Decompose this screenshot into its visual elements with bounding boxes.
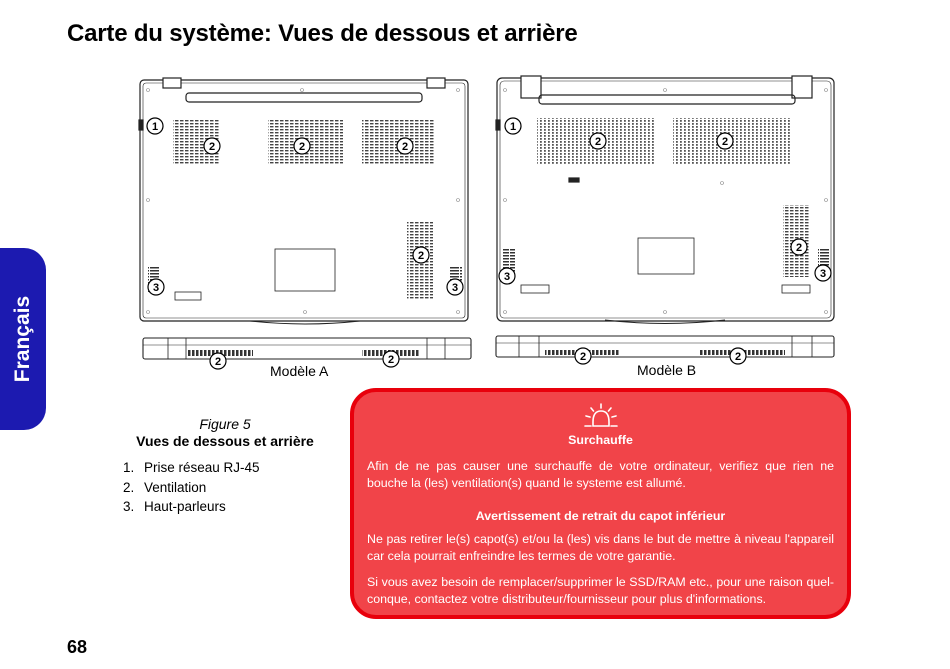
svg-text:1: 1 xyxy=(151,121,159,133)
callout-rear-vent-b2 xyxy=(730,348,746,364)
warning-heading: Surchauffe xyxy=(568,433,633,447)
callout-rear-vent-a1 xyxy=(210,353,226,369)
callout-speaker-a1 xyxy=(148,279,164,295)
svg-text:2: 2 xyxy=(208,141,216,153)
callout-vent-b1 xyxy=(590,133,606,149)
svg-text:2: 2 xyxy=(417,250,425,262)
svg-text:2: 2 xyxy=(721,136,729,148)
legend-number: 3. xyxy=(123,499,135,514)
legend-text: Ventilation xyxy=(144,479,207,495)
svg-text:3: 3 xyxy=(152,282,160,294)
callout-vent-a1 xyxy=(204,138,220,154)
figure-caption xyxy=(120,416,330,449)
svg-text:2: 2 xyxy=(594,136,602,148)
warning-subheading: Avertissement de retrait du capot inférieur xyxy=(475,509,726,523)
page-number: 68 xyxy=(67,637,88,657)
svg-text:2: 2 xyxy=(795,242,803,254)
svg-text:2: 2 xyxy=(298,141,306,153)
figure-legend xyxy=(123,458,260,517)
callout-rear-vent-b1 xyxy=(575,348,591,364)
callout-vent-a4 xyxy=(413,247,429,263)
model-b-bottom-view xyxy=(496,76,834,324)
legend-text: Prise réseau RJ-45 xyxy=(144,460,260,475)
legend-item xyxy=(123,458,260,478)
warning-box xyxy=(350,388,851,619)
svg-text:2: 2 xyxy=(387,354,395,366)
figure-number: Figure 5 xyxy=(199,416,251,432)
callout-rj45-b xyxy=(505,118,521,134)
warning-text: Afin de ne pas causer une surchauffe de votre ordinateur, verifiez que rien ne bouche la (les) ventilation(s) quand le systeme est allumé. xyxy=(367,459,834,490)
warning-text: Si vous avez besoin de remplacer/supprimer le SSD/RAM etc., pour une raison quel-conque, contactez votre distributeur/fournisseur pour plus d'informations. xyxy=(367,575,834,606)
svg-text:2: 2 xyxy=(214,356,222,368)
callout-vent-a2 xyxy=(294,138,310,154)
callout-rj45-a xyxy=(147,118,163,134)
svg-text:2: 2 xyxy=(401,141,409,153)
callout-speaker-b2 xyxy=(815,265,831,281)
callout-rear-vent-a2 xyxy=(383,351,399,367)
callout-vent-a3 xyxy=(397,138,413,154)
svg-text:3: 3 xyxy=(451,282,459,294)
callout-vent-b2 xyxy=(717,133,733,149)
legend-number: 2. xyxy=(123,479,135,495)
callout-speaker-a2 xyxy=(447,279,463,295)
model-a-label: Modèle A xyxy=(270,363,329,379)
legend-item xyxy=(123,497,260,517)
legend-item xyxy=(123,478,260,498)
warning-text: Ne pas retirer le(s) capot(s) et/ou la (les) vis dans le but de mettre à niveau l'appareil car cela pourrait enfreindre les termes de votre garantie. xyxy=(367,532,834,563)
svg-text:1: 1 xyxy=(509,121,517,133)
svg-text:2: 2 xyxy=(734,351,742,363)
overheat-icon xyxy=(583,402,619,430)
callout-vent-b3 xyxy=(791,239,807,255)
legend-text: Haut-parleurs xyxy=(144,499,226,514)
svg-text:2: 2 xyxy=(579,351,587,363)
model-b-label: Modèle B xyxy=(637,362,697,378)
callout-speaker-b1 xyxy=(499,268,515,284)
legend-number: 1. xyxy=(123,460,135,475)
page-title: Carte du système: Vues de dessous et arrière xyxy=(67,20,578,47)
language-tab-label: Français xyxy=(11,295,34,383)
figure-title: Vues de dessous et arrière xyxy=(136,433,314,449)
svg-text:3: 3 xyxy=(503,271,511,283)
svg-text:3: 3 xyxy=(819,268,827,280)
